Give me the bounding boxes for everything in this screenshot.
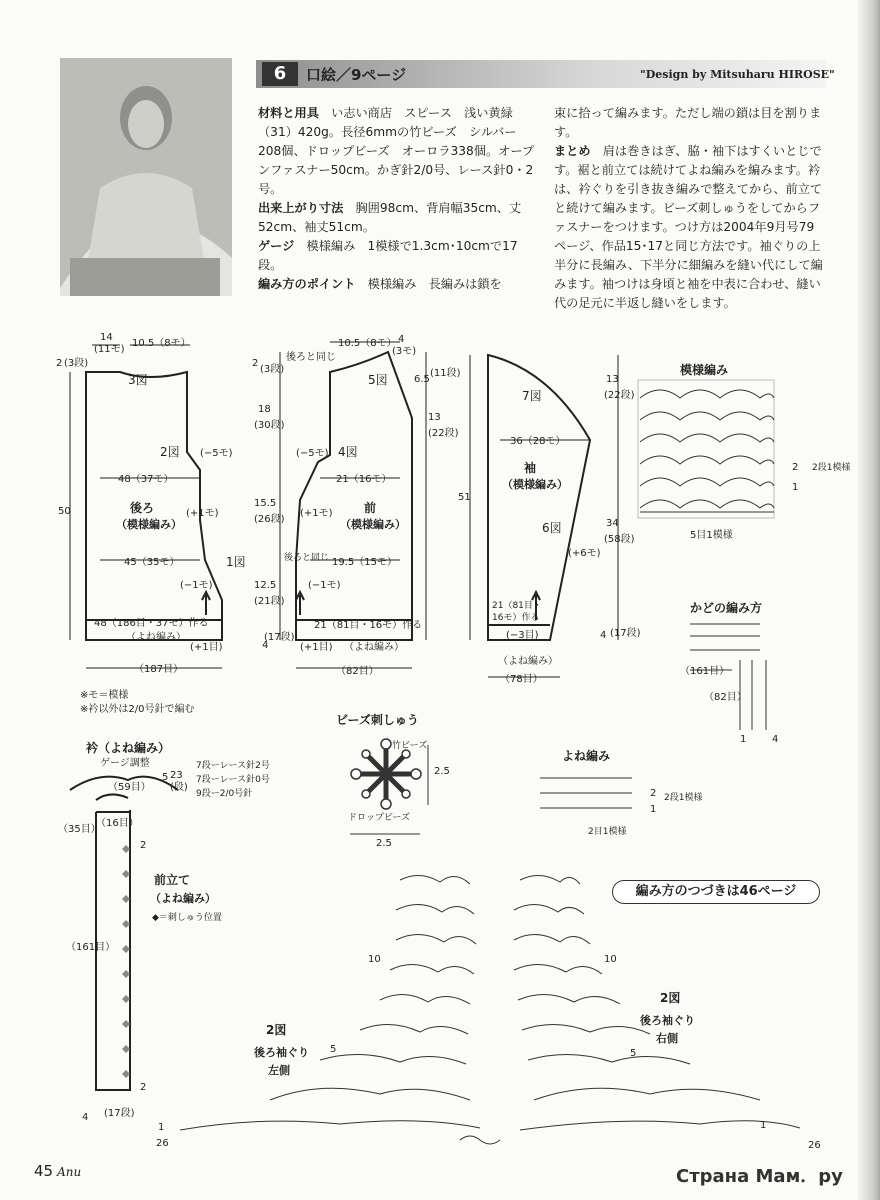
yone-repeat-st: 2目1模様 — [588, 827, 627, 837]
page-number — [34, 1162, 81, 1180]
front-neck-depth: 6.5 — [414, 374, 430, 385]
collar-rows17: (17段) — [104, 1108, 135, 1119]
back-fig2: 2図 — [160, 445, 180, 459]
collar-161: （161目） — [66, 942, 116, 953]
back-hem-dec: (−1モ) — [180, 580, 213, 591]
chart2-left-sub1: 後ろ袖ぐり — [254, 1046, 309, 1059]
back-title: 後ろ — [130, 501, 155, 515]
armhole-chart-right — [514, 875, 800, 1130]
magazine-logo: Anu — [57, 1165, 82, 1179]
sleeve-h-top: 13 — [606, 374, 619, 385]
watermark: Страна Мам．ру — [676, 1166, 843, 1187]
collar-rows-unit: (段) — [170, 782, 188, 793]
sleeve-bottom-count: （78目） — [500, 674, 543, 685]
front-waist: 19.5（15モ） — [332, 557, 397, 568]
back-neck-width-unit: (11モ) — [94, 344, 125, 355]
page-number-value: 45 — [34, 1162, 54, 1180]
chart2-left-title: 2図 — [266, 1023, 287, 1037]
pattern-repeat-rows: 2段1模様 — [812, 463, 851, 473]
front-neck-height-unit: (22段) — [428, 428, 459, 439]
front-arrow-icon — [296, 592, 304, 615]
front-rows-top-unit: (3段) — [260, 364, 285, 375]
sleeve-length: 51 — [458, 492, 471, 503]
chart2-left-m10: 10 — [368, 954, 381, 965]
pattern-row2: 2 — [792, 462, 799, 473]
sleeve-h-mid-unit: (58段) — [604, 534, 635, 545]
front-armhole-dec: (−5モ) — [296, 448, 329, 459]
section-title: 口絵／9ページ — [306, 66, 407, 84]
back-height: 50 — [58, 506, 71, 517]
back-bottom-count: （187目） — [134, 664, 184, 675]
back-pattern: （模様編み） — [116, 518, 182, 531]
back-hem: 48（186目・37モ）作る — [94, 618, 209, 629]
bead-chart-title: ビーズ刺しゅう — [336, 713, 419, 727]
gauge-paragraph: ゲージ 模様編み 1模様で1.3cm･10cmで17段。 — [258, 239, 518, 272]
sleeve-dimension-lines — [470, 355, 618, 677]
corner-n1: 1 — [740, 734, 747, 745]
chart2-right-title: 2図 — [660, 991, 681, 1005]
back-neck-rows: 2 — [56, 358, 63, 369]
collar-gauge: ゲージ調整 — [100, 758, 150, 769]
note-motif: ※モ＝模様 — [80, 690, 129, 701]
yone-repeat-rows: 2段1模様 — [664, 793, 703, 803]
front-hem-inc: (+1目) — [300, 642, 333, 653]
bead-position-legend: ◆＝刺しゅう位置 — [152, 913, 222, 923]
sleeve-cuff: 21（81目・ — [492, 601, 542, 611]
front-band-title: 前立て — [154, 873, 191, 887]
collar-59: （59目） — [108, 782, 151, 793]
back-chest: 48（37モ） — [118, 474, 174, 485]
pattern-stitch-chart — [638, 380, 774, 518]
front-piece-outline — [296, 352, 412, 640]
collar-16: （16目） — [96, 818, 139, 829]
sleeve-h-bot-unit: (17段) — [610, 628, 641, 639]
collar-35: （35目） — [58, 824, 101, 835]
bead-bamboo-label: 竹ビーズ — [392, 741, 428, 751]
front-h1-unit: (30段) — [254, 420, 285, 431]
front-fig4: 4図 — [338, 445, 358, 459]
pattern-row1: 1 — [792, 482, 799, 493]
chart-labels — [58, 362, 850, 1151]
back-neck-width: 14 — [100, 332, 113, 343]
pattern-chart-title: 模様編み — [680, 363, 729, 377]
sleeve-cuff-stitch: （よね編み） — [498, 656, 558, 667]
front-h2-unit: (26段) — [254, 514, 285, 525]
back-waist: 45（35モ） — [124, 557, 180, 568]
front-same-back-side: 後ろと同じ — [284, 553, 330, 563]
back-waist-inc: (+1モ) — [186, 508, 219, 519]
front-pattern: （模様編み） — [340, 518, 406, 531]
sleeve-top-width: 36（28モ） — [510, 436, 566, 447]
sleeve-cuff-2: 16モ）作る — [492, 613, 540, 623]
front-shoulder: 10.5（8モ） — [338, 338, 397, 349]
front-h2: 15.5 — [254, 498, 277, 509]
corner-n4: 4 — [772, 734, 779, 745]
note-needle: ※衿以外は2/0号針で編む — [80, 704, 195, 715]
front-labels — [252, 334, 461, 677]
yone-chart-title: よね編み — [562, 749, 611, 763]
chart2-left-m1: 1 — [158, 1122, 165, 1133]
sleeve-h-mid: 34 — [606, 518, 619, 529]
front-same-as-back: 後ろと同じ — [286, 352, 336, 363]
back-hem-stitch: （よね編み） — [126, 632, 186, 643]
continued-paragraph: 束に拾って編みます。ただし端の鎖は目を割ります。 — [554, 106, 822, 139]
back-arrow-icon — [202, 592, 210, 615]
front-neck-height: 13 — [428, 412, 441, 423]
pattern-repeat-st: 5目1模様 — [690, 530, 733, 541]
front-h1: 18 — [258, 404, 271, 415]
collar-r2: 7段ーレース針0号 — [196, 775, 270, 785]
back-armhole-dec: (−5モ) — [200, 448, 233, 459]
front-fig5: 5図 — [368, 373, 388, 387]
yone-chart — [540, 778, 632, 808]
sleeve-h-bot: 4 — [600, 630, 607, 641]
chart2-left-m26: 26 — [156, 1138, 169, 1149]
sleeve-inc: (+6モ) — [568, 548, 601, 559]
collar-rows23: 23 — [170, 770, 183, 781]
front-h3-unit: (21段) — [254, 596, 285, 607]
bead-height: 2.5 — [434, 766, 450, 777]
chart2-right-m26: 26 — [808, 1140, 821, 1151]
chart2-right-m1: 1 — [760, 1120, 767, 1131]
back-neck-rows-unit: (3段) — [64, 358, 89, 369]
collar-title: 衿（よね編み） — [86, 741, 171, 755]
wave-break-icon — [460, 1136, 500, 1144]
chart2-left-m5: 5 — [330, 1044, 337, 1055]
collar-r1: 7段ーレース針2号 — [196, 761, 270, 771]
chart2-right-sub1: 後ろ袖ぐり — [640, 1014, 695, 1027]
collar-r3: 9段ー2/0号針 — [196, 789, 253, 799]
front-chest: 21（16モ） — [336, 474, 392, 485]
front-neck-rows: (11段) — [430, 368, 461, 379]
yone-row1: 1 — [650, 804, 657, 815]
front-shoulder-right: 4 — [398, 334, 405, 345]
front-waist-inc: (+1モ) — [300, 508, 333, 519]
collar-num2a: 2 — [140, 840, 147, 851]
yone-row2: 2 — [650, 788, 657, 799]
size-paragraph: 出来上がり寸法 胸囲98cm、背肩幅35cm、丈52cm、袖丈51cm。 — [258, 201, 522, 234]
design-credit: "Design by Mitsuharu HIROSE" — [640, 68, 835, 81]
bead-position-markers — [122, 845, 130, 1078]
sleeve-h-top-unit: (22段) — [604, 390, 635, 401]
sleeve-cuff-dec: (−3目) — [506, 630, 539, 641]
bead-width: 2.5 — [376, 838, 392, 849]
front-bottom-count: （82目） — [336, 666, 379, 677]
sleeve-fig7: 7図 — [522, 389, 542, 403]
point-paragraph: 編み方のポイント 模様編み 長編みは鎖を — [258, 277, 502, 291]
chart2-right-sub2: 右側 — [656, 1032, 678, 1045]
front-rows-top: 2 — [252, 358, 259, 369]
collar-num2b: 2 — [140, 1082, 147, 1093]
front-hem-dec: (−1モ) — [308, 580, 341, 591]
front-h3: 12.5 — [254, 580, 277, 591]
front-hem: 21（81目・16モ）作る — [314, 620, 423, 631]
back-labels — [56, 332, 246, 675]
front-h4: 4 — [262, 640, 269, 651]
back-fig1: 1図 — [226, 555, 246, 569]
materials-paragraph: 材料と用具 い志い商店 スピース 浅い黄緑（31）420g。長径6mmの竹ビーズ シルバー208個、ドロップビーズ オーロラ338個。オープンファスナー50cm。かぎ針2/0号、レース針0・2号。 — [258, 106, 535, 196]
finishing-paragraph: まとめ 肩は巻きはぎ、脇・袖下はすくいとじです。裾と前立ては続けてよね編みを編みます。衿は、衿ぐりを引き抜き編みで整えてから、前立てと続けて編みます。ビーズ刺しゅうをしてからファスナーをつけます。つけ方は2004年9月号79ページ、作品15･17と同じ方法です。袖ぐりの上半分に長編み、下半分に細編みを縫い代にして編みます。袖つけは身頃と袖を中表に合わせ、縫い代の足元に半返し縫いをします。 — [554, 144, 823, 310]
collar-rows4: 4 — [82, 1112, 89, 1123]
front-band-stitch: （よね編み） — [150, 892, 216, 905]
armhole-chart-left — [180, 875, 480, 1130]
back-fig3: 3図 — [128, 373, 148, 387]
collar-rows5: 5 — [162, 772, 169, 783]
chart2-right-m10: 10 — [604, 954, 617, 965]
continued-note: 編み方のつづきは46ページ — [612, 880, 820, 904]
chart2-left-sub2: 左側 — [268, 1064, 290, 1077]
corner-chart-title: かどの編み方 — [690, 601, 763, 615]
back-shoulder: 10.5（8モ） — [132, 338, 191, 349]
sleeve-fig6: 6図 — [542, 521, 562, 535]
corner-161: （161目） — [680, 666, 730, 677]
back-hem-inc: (+1目) — [190, 642, 223, 653]
front-h4-unit: (17段) — [264, 632, 295, 643]
corner-82: （82目） — [704, 692, 747, 703]
corner-chart — [690, 624, 766, 730]
chart2-right-m5: 5 — [630, 1048, 637, 1059]
front-hem-stitch: （よね編み） — [344, 642, 404, 653]
bead-drop-label: ドロップビーズ — [348, 813, 411, 823]
project-number: 6 — [262, 62, 298, 86]
front-shoulder-right-unit: (3モ) — [392, 346, 417, 357]
front-title: 前 — [364, 501, 377, 515]
sleeve-pattern: （模様編み） — [502, 478, 568, 491]
sleeve-title: 袖 — [524, 461, 537, 475]
